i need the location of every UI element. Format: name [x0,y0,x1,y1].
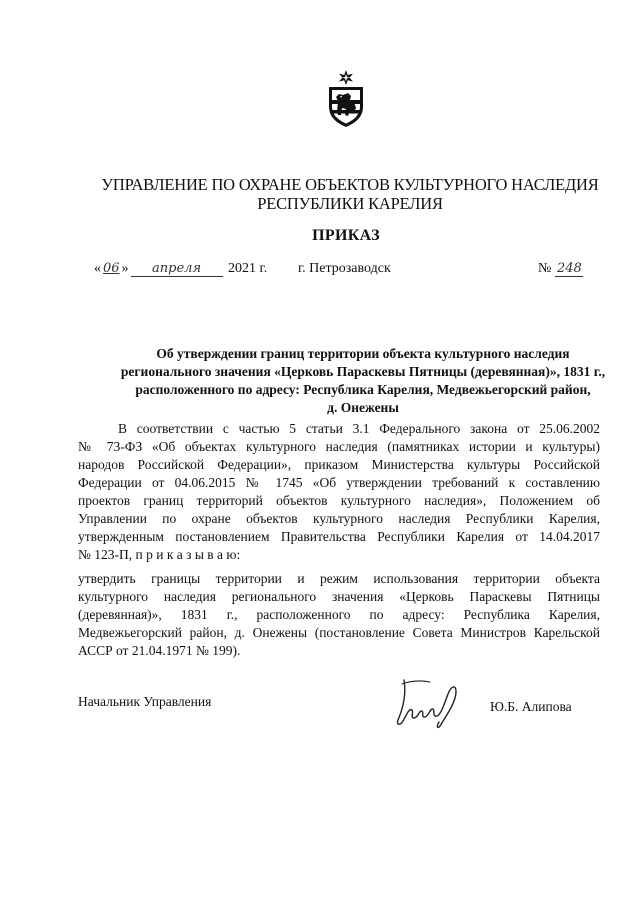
subject-line-2: регионального значения «Церковь Параскевы Пятницы (деревянная)», 1831 г., [120,364,606,379]
order-city: г. Петрозаводск [298,261,391,276]
order-number-prefix: № [538,261,552,276]
order-month: апреля [131,261,223,277]
preamble-line: № 73-ФЗ «Об объектах культурного наследия (памятниках истории и культуры) [78,439,600,454]
subject-line-1: Об утверждении границ территории объекта культурного наследия [156,346,570,361]
subject-line-3: расположенного по адресу: Республика Карелия, Медвежьегорский район, [135,382,591,397]
handwritten-signature-icon [390,672,470,732]
subject-line-4: д. Онежены [327,400,399,415]
preamble-line: народов Российской Федерации», приказом Министерства культуры Российской [78,457,600,472]
resolution-line: Медвежьегорский район, д. Онежены (постановление Совета Министров Карельской [78,625,600,640]
resolution-line: (деревянная)», 1831 г., расположенного по адресу: Республика Карелия, [78,607,600,622]
resolution-line: утвердить границы территории и режим использования территории объекта [78,571,600,586]
preamble-line: В соответствии с частью 5 статьи 3.1 Федерального закона от 25.06.2002 [118,421,600,436]
document-type-title: ПРИКАЗ [312,227,380,244]
preamble-line: Федерации от 04.06.2015 № 1745 «Об утверждении требований к составлению [78,475,600,490]
signatory-name: Ю.Б. Алипова [490,699,572,714]
order-date: « 06 » апреля 2021 г. [94,261,268,276]
preamble-line: № 123-П, п р и к а з ы в а ю: [78,547,241,562]
order-number [538,260,583,278]
organization-name-line2: РЕСПУБЛИКИ КАРЕЛИЯ [257,194,443,213]
order-year: 2021 г. [228,261,268,276]
preamble-line: проектов границ территорий объектов культурного наследия», Положением об [78,493,600,508]
signatory-position: Начальник Управления [78,694,212,709]
preamble-paragraph [78,420,600,564]
resolution-paragraph [78,570,600,660]
organization-name-line1: УПРАВЛЕНИЕ ПО ОХРАНЕ ОБЪЕКТОВ КУЛЬТУРНОГО НАСЛЕДИЯ [101,175,599,194]
order-number-value: 248 [556,261,582,276]
preamble-line: утвержденным постановлением Правительства Республики Карелия от 14.04.2017 [78,529,600,544]
resolution-line: АССР от 21.04.1971 № 199). [78,643,241,658]
order-day: 06 [103,261,120,276]
preamble-line: Управлении по охране объектов культурного наследия Республики Карелия, [78,511,600,526]
karelia-coat-of-arms-icon [326,70,366,128]
resolution-line: культурного наследия регионального значения «Церковь Параскевы Пятницы [78,589,600,604]
